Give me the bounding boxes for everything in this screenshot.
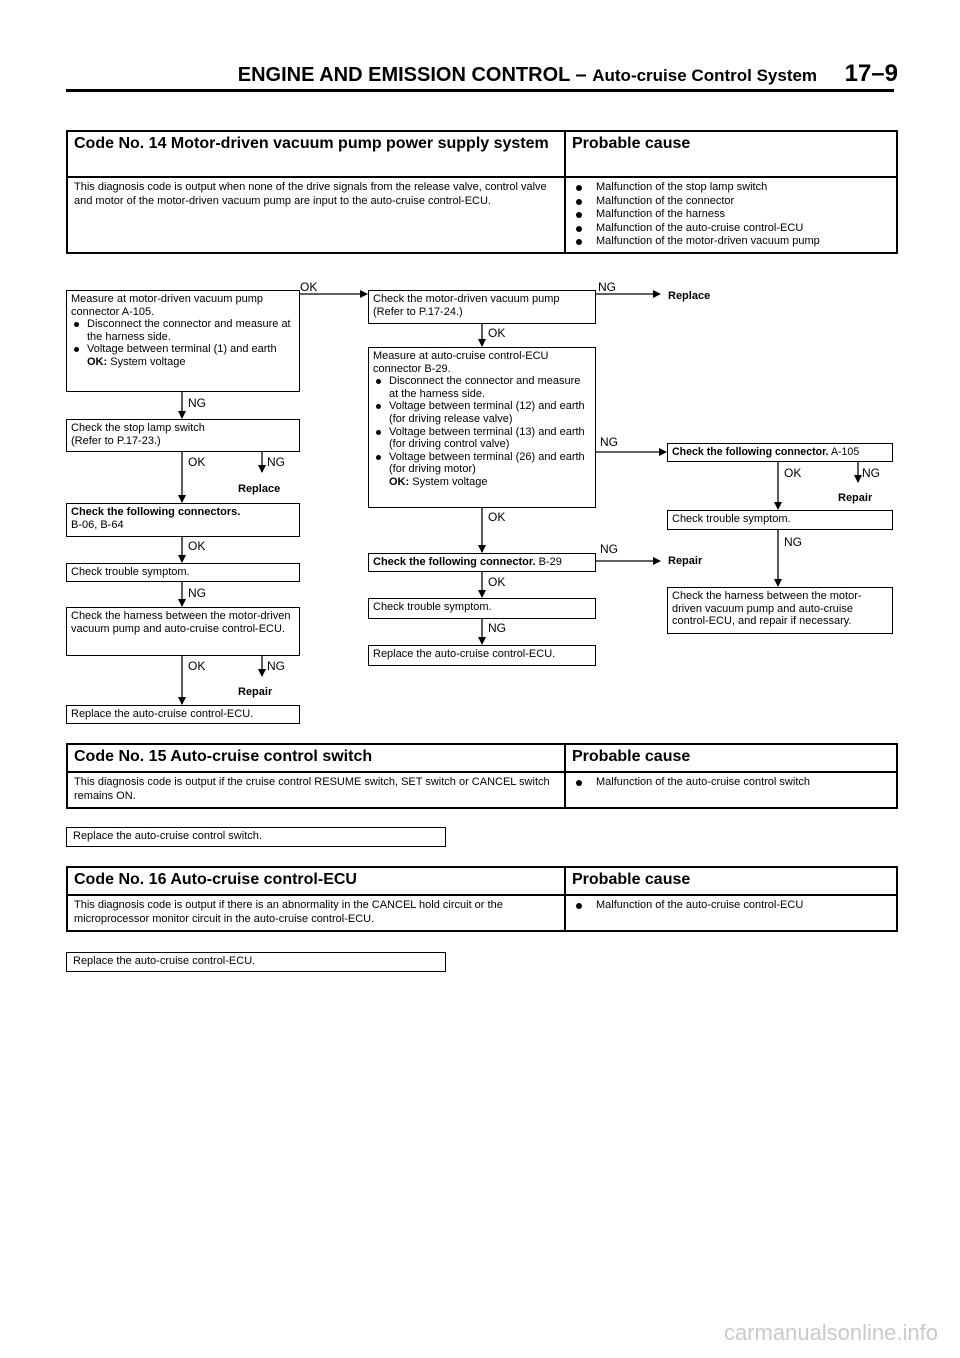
code-16-description: This diagnosis code is output if there is an abnormality in the CANCEL hold circuit or the microprocessor monitor circuit in the auto-cruise control-ECU.: [67, 895, 565, 931]
code-15-table: [66, 743, 898, 809]
check-harness-left-box: Check the harness between the motor-driven vacuum pump and auto-cruise control-ECU.: [66, 607, 300, 656]
check-connector-a105-box: [667, 443, 893, 462]
cause-item: Malfunction of the auto-cruise control switch: [572, 776, 890, 790]
ng-label: NG: [600, 542, 618, 556]
measure-pump-ok: OK: System voltage: [87, 355, 186, 368]
ng-label: NG: [784, 535, 802, 549]
code-16-action-box: Replace the auto-cruise control-ECU.: [66, 952, 446, 972]
check-harness-right-box: Check the harness between the motor-driven vacuum pump and auto-cruise control-ECU, and repair if necessary.: [667, 587, 893, 634]
repair-action: Repair: [238, 686, 273, 698]
ng-label: NG: [188, 586, 206, 600]
measure-pump-item: Disconnect the connector and measure at the harness side.: [71, 318, 295, 343]
ok-label: OK: [300, 280, 318, 294]
check-connectors-b06-title: Check the following connectors.: [71, 506, 241, 518]
check-connector-a105-id: A-105: [830, 446, 860, 458]
code-16-probable-label: Probable cause: [565, 867, 897, 895]
check-connectors-b06-box: [66, 503, 300, 537]
page-number: 17–9: [844, 60, 898, 87]
watermark: carmanualsonline.info: [723, 1320, 938, 1345]
ng-label: NG: [267, 455, 285, 469]
code-14-title: Code No. 14 Motor-driven vacuum pump power supply system: [67, 131, 565, 177]
check-symptom-left-box: Check trouble symptom.: [66, 563, 300, 582]
check-connector-a105-title: Check the following connector.: [672, 446, 829, 458]
check-connector-b29-title: Check the following connector.: [373, 556, 536, 568]
measure-ecu-box: [368, 347, 596, 508]
ok-label: OK: [488, 326, 506, 340]
ok-label: OK: [784, 466, 802, 480]
measure-ecu-item: Voltage between terminal (26) and earth (for driving motor): [373, 451, 591, 476]
code-14-probable-label: Probable cause: [565, 131, 897, 177]
ok-label: OK: [188, 455, 206, 469]
ng-label: NG: [600, 435, 618, 449]
cause-item: Malfunction of the connector: [572, 195, 890, 209]
measure-pump-box: [66, 290, 300, 392]
ng-label: NG: [488, 621, 506, 635]
check-pump-line2: (Refer to P.17-24.): [373, 305, 463, 318]
replace-ecu-left-box: Replace the auto-cruise control-ECU.: [66, 705, 300, 724]
code-15-probable-label: Probable cause: [565, 744, 897, 772]
measure-pump-item: Voltage between terminal (1) and earth: [71, 343, 295, 356]
check-symptom-mid-box: Check trouble symptom.: [368, 598, 596, 619]
repair-action: Repair: [668, 555, 703, 567]
ng-label: NG: [862, 466, 880, 480]
ng-label: NG: [188, 396, 206, 410]
ok-label: OK: [488, 575, 506, 589]
cause-item: Malfunction of the motor-driven vacuum pump: [572, 235, 890, 249]
measure-ecu-item: Disconnect the connector and measure at the harness side.: [373, 375, 591, 400]
replace-action: Replace: [668, 290, 711, 302]
cause-item: Malfunction of the harness: [572, 208, 890, 222]
code-16-table: [66, 866, 898, 932]
check-symptom-right-box: Check trouble symptom.: [667, 510, 893, 530]
ok-label: OK: [188, 539, 206, 553]
measure-ecu-item: Voltage between terminal (12) and earth (for driving release valve): [373, 400, 591, 425]
check-stop-lamp-line1: Check the stop lamp switch: [71, 422, 205, 434]
code-15-description: This diagnosis code is output if the cruise control RESUME switch, SET switch or CANCEL switch remains ON.: [67, 772, 565, 808]
header-subtitle: Auto-cruise Control System: [592, 66, 818, 85]
replace-action: Replace: [238, 483, 281, 495]
check-stop-lamp-box: [66, 419, 300, 452]
code-15-title: Code No. 15 Auto-cruise control switch: [67, 744, 565, 772]
ok-label: OK: [488, 510, 506, 524]
code-16-title: Code No. 16 Auto-cruise control-ECU: [67, 867, 565, 895]
cause-item: Malfunction of the auto-cruise control-ECU: [572, 899, 890, 913]
check-connector-b29-box: [368, 553, 596, 572]
check-pump-line1: Check the motor-driven vacuum pump: [373, 293, 560, 305]
repair-action: Repair: [838, 492, 873, 504]
cause-item: Malfunction of the auto-cruise control-ECU: [572, 222, 890, 236]
code-15-causes: [565, 772, 897, 808]
check-pump-box: [368, 290, 596, 324]
header-title: ENGINE AND EMISSION CONTROL: [237, 64, 570, 86]
ok-label: OK: [188, 659, 206, 673]
check-connectors-b06-list: B-06, B-64: [71, 518, 124, 531]
check-stop-lamp-line2: (Refer to P.17-23.): [71, 434, 161, 447]
measure-pump-title: Measure at motor-driven vacuum pump connector A-105.: [71, 293, 263, 318]
code-15-action-box: Replace the auto-cruise control switch.: [66, 827, 446, 847]
ng-label: NG: [598, 280, 616, 294]
ng-label: NG: [267, 659, 285, 673]
replace-ecu-mid-box: Replace the auto-cruise control-ECU.: [368, 645, 596, 666]
measure-ecu-ok: OK: System voltage: [389, 475, 488, 488]
cause-item: Malfunction of the stop lamp switch: [572, 181, 890, 195]
code-14-description: This diagnosis code is output when none of the drive signals from the release valve, control valve and motor of the motor-driven vacuum pump are input to the auto-cruise control-ECU.: [67, 177, 565, 253]
check-connector-b29-id: B-29: [538, 556, 562, 568]
code-16-causes: [565, 895, 897, 931]
measure-ecu-title: Measure at auto-cruise control-ECU connector B-29.: [373, 350, 549, 375]
header-dash: –: [575, 64, 587, 86]
measure-ecu-item: Voltage between terminal (13) and earth (for driving control valve): [373, 426, 591, 451]
